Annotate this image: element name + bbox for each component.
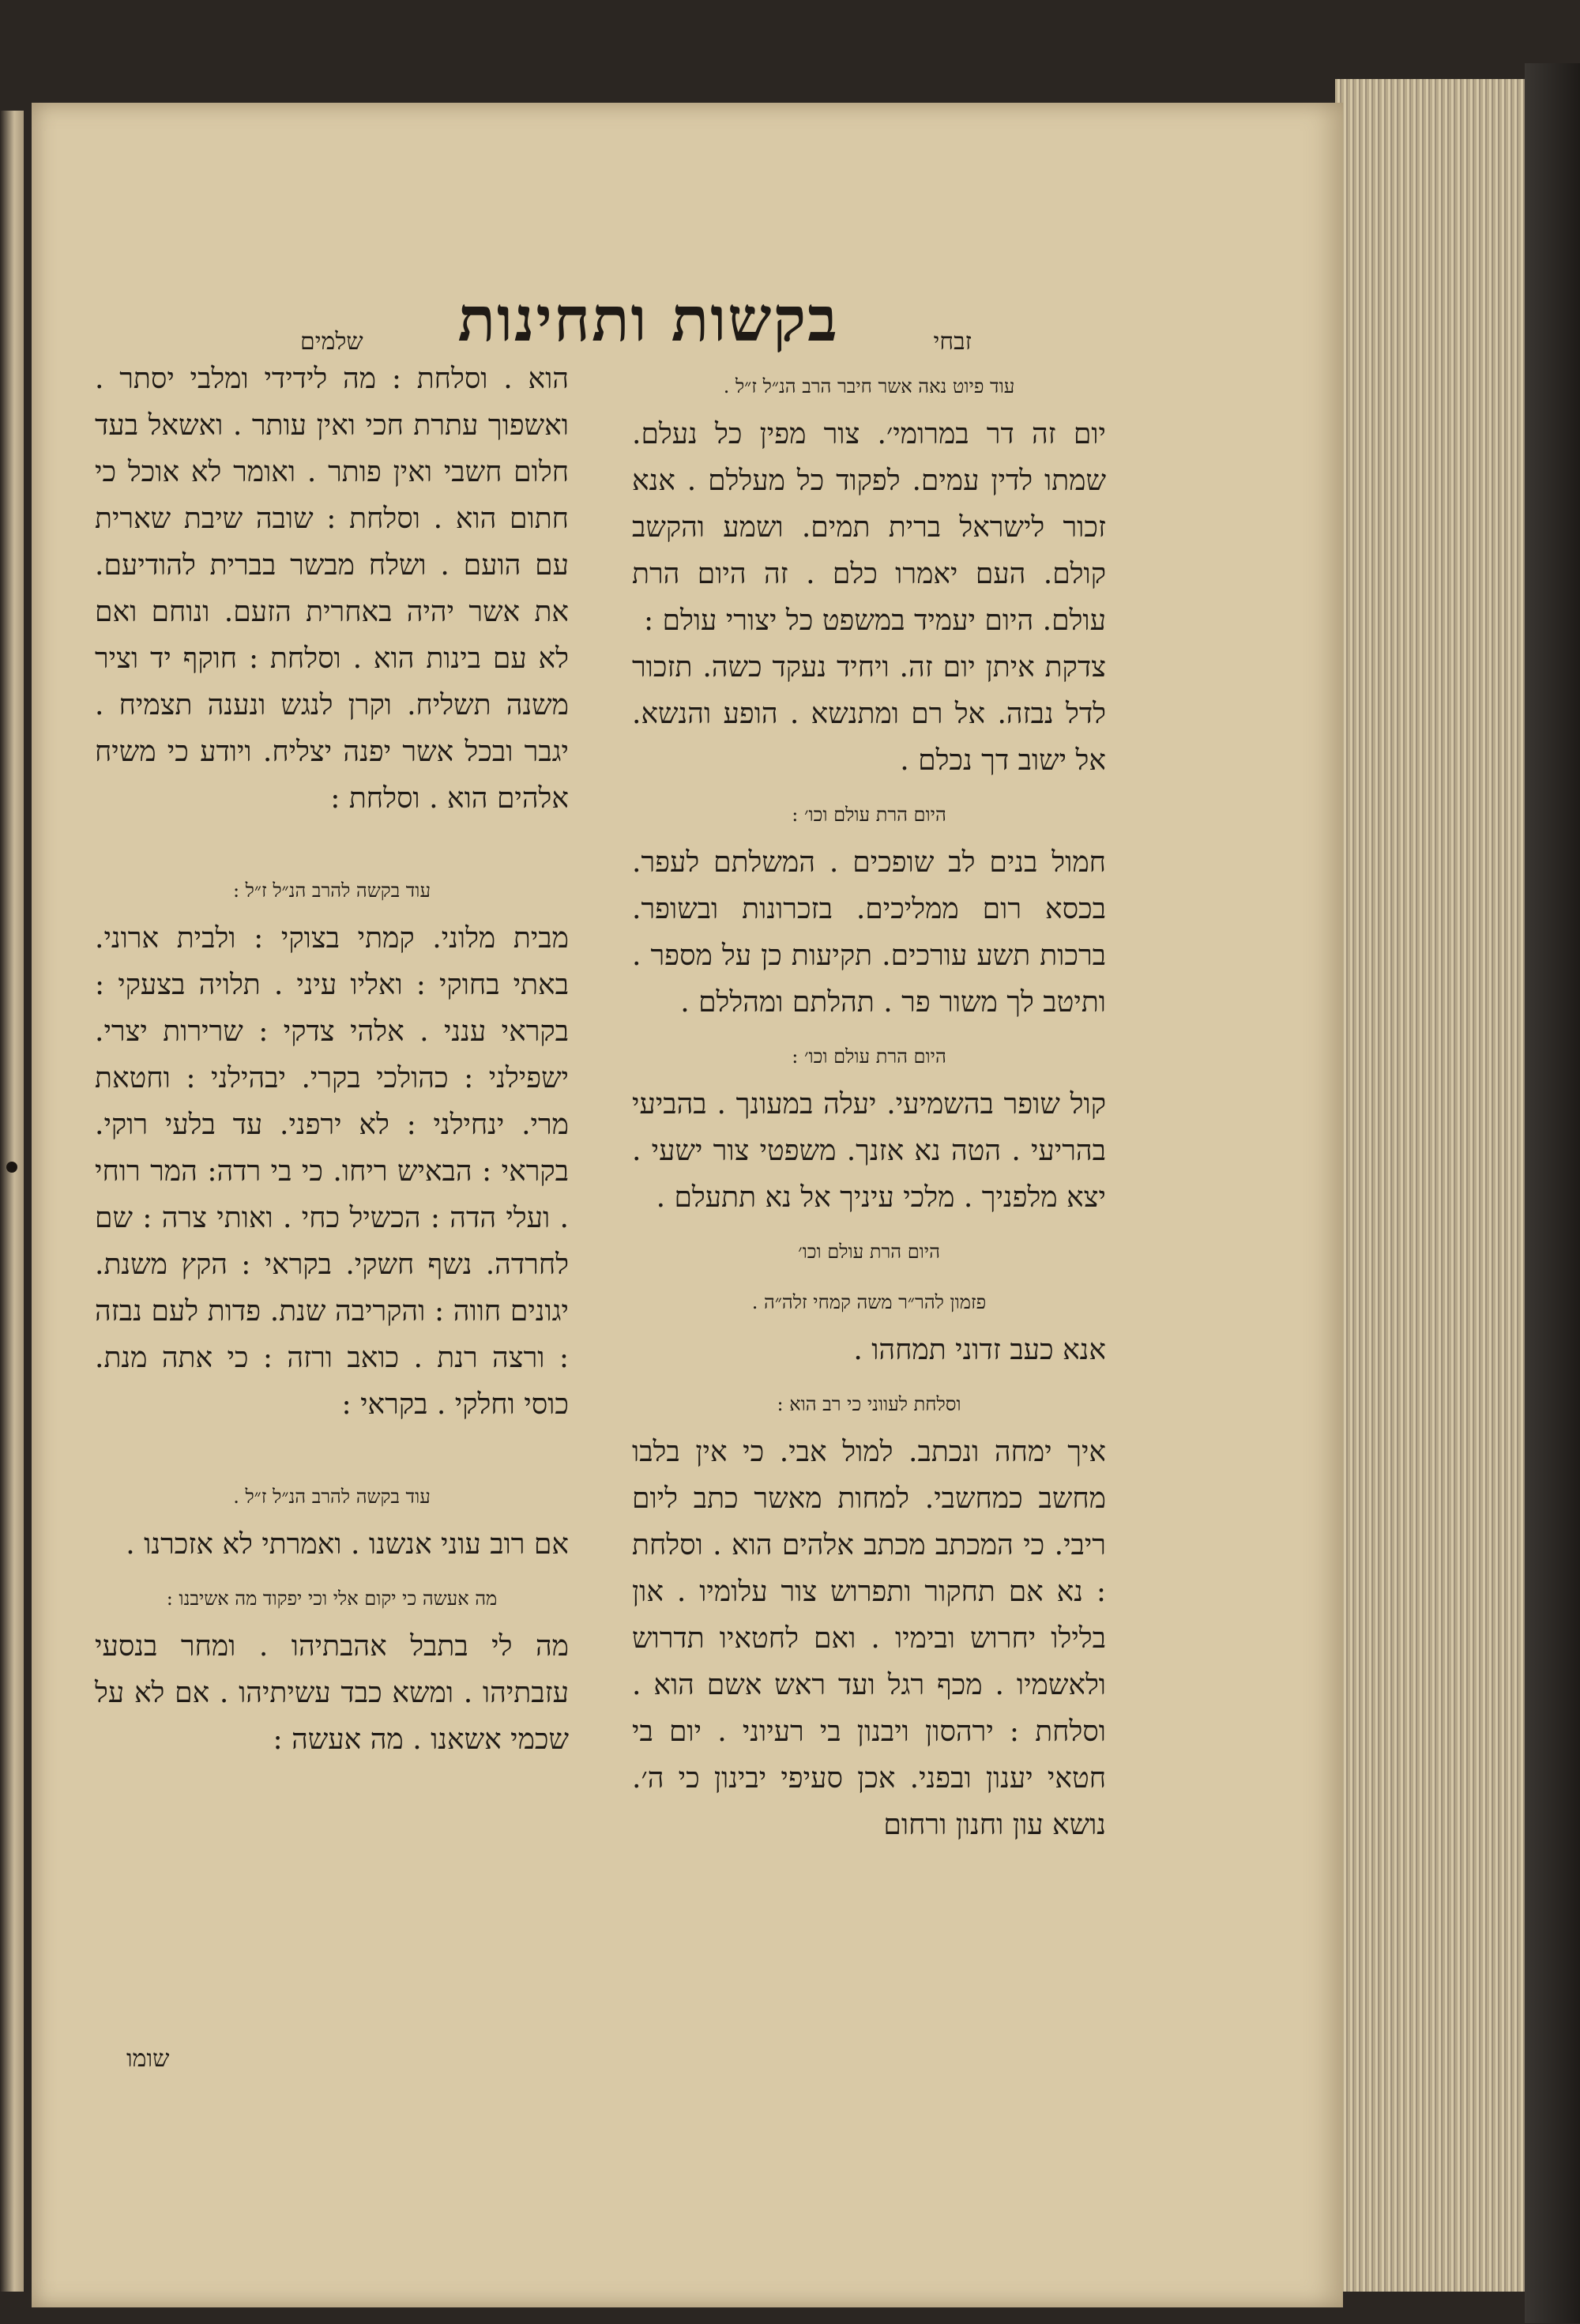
paragraph: איך ימחה ונכתב. למול אבי. כי אין בלבו מחשב כמחשבי. למחות מאשר כתב ליום ריבי. כי המכתב מכתב אלהים הוא . וסלחת : נא אם תחקור ותפרוש צור עלומיו . און בלילו יחרוש ובימיו . ואם לחטאיו תדרוש ולאשמיו . מכף רגל ועד ראש אשם הוא . וסלחת : ירהסון ויבנון בי רעיוני . יום בי חטאי יענון ובפני. אכן סעיפי יבינון כי ה׳. נושא עון וחנון ורחום — [632, 1436, 1106, 1841]
section-heading: היום הרת עולם וכו׳ — [798, 1241, 940, 1263]
paragraph: קול שופר בהשמיעי. יעלה במעונך . בהביעי בהריעי . הטה נא אזנך. משפטי צור ישעי . יצא מלפניך . מלכי עיניך אל נא תתעלם . — [632, 1088, 1106, 1214]
facing-page-edge — [0, 111, 24, 2292]
paragraph: חמול בנים לב שופכים . המשלתם לעפר. בכסא רום ממליכים. בזכרונות ובשופר. ברכות תשע עורכים. תקיעות כן על מספר . ותיטב לך משור פר . תהלתם ומהללם . — [632, 846, 1106, 1019]
section-heading: עוד בקשה להרב הנ״ל ז״ל : — [232, 880, 431, 902]
running-header — [300, 269, 972, 356]
header-left-word: שלמים — [300, 328, 363, 356]
left-text-column — [95, 356, 569, 1763]
section-gap — [95, 822, 569, 860]
section-heading: עוד בקשה להרב הנ״ל ז״ל . — [233, 1486, 431, 1508]
book-cover-edge — [1525, 63, 1580, 2323]
page-stack-edges — [1335, 79, 1533, 2292]
section-heading: פזמון להר״ר משה קמחי זלה״ה . — [751, 1291, 987, 1313]
section-heading: וסלחת לעווני כי רב הוא : — [777, 1393, 961, 1415]
right-text-column — [632, 356, 1106, 1848]
section-heading: מה אעשה כי יקום אלי וכי יפקוד מה אשיבנו : — [166, 1588, 498, 1610]
header-title: בקשות ותחינות — [457, 284, 839, 356]
page-content — [32, 103, 1343, 2307]
paragraph: הוא . וסלחת : מה לידידי ומלבי יסתר . ואשפוך עתרת חכי ואין עותר . ואשאל בעד חלום חשבי ואין פותר . ואומר לא אוכל כי חתום הוא . וסלחת : שובה שיבת שארית עם הועם . ושלח מבשר בברית להודיעם. את אשר יהיה באחרית הזעם. ונוחם ואם לא עם בינות הוא . וסלחת : חוקף יד וציר משנה תשליח. וקרן לנגש ונענה תצמיח . יגבר ובכל אשר יפנה יצליח. ויודע כי משיח אלהים הוא . וסלחת : — [95, 363, 569, 815]
section-heading: עוד פיוט נאה אשר חיבר הרב הנ״ל ז״ל . — [723, 375, 1015, 397]
book-page — [32, 103, 1343, 2307]
header-right-word: זבחי — [933, 328, 972, 356]
section-gap — [95, 1428, 569, 1466]
paragraph: צדקת איתן יום זה. ויחיד נעקד כשה. תזכור לדל נבזה. אל רם ומתנשא . הופע והנשא. אל ישוב דך נכלם . — [632, 651, 1106, 777]
section-heading: היום הרת עולם וכו׳ : — [792, 804, 946, 826]
paragraph: מה לי בתבל אהבתיהו . ומחר בנסעי עזבתיהו . ומשא כבד עשיתיהו . אם לא על שכמי אשאנו . מה אעשה : — [95, 1630, 569, 1756]
catchword: שומו — [126, 2045, 170, 2073]
binding-mark — [6, 1162, 17, 1173]
paragraph: אנא כעב זדוני תמחהו . — [853, 1334, 1106, 1366]
paragraph: יום זה דר במרומי׳. צור מפין כל נעלם. שמתו לדין עמים. לפקוד כל מעללם . אנא זכור לישראל ברית תמים. ושמע והקשב קולם. העם יאמרו כלם . זה היום הרת עולם. היום יעמיד במשפט כל יצורי עולם : — [632, 418, 1106, 637]
paragraph: מבית מלוני. קמתי בצוקי : ולבית ארוני. באתי בחוקי : ואליו עיני . תלויה בצעקי : בקראי ענני . אלהי צדקי : שרירות יצרי. ישפילני : כהולכי בקרי. יבהילני : וחטאת מרי. ינחילני : לא ירפני. עד בלעי רוקי. בקראי : הבאיש ריחו. כי בי רדה: המר רוחי . ועלי הדה : הכשיל כחי . ואותי צרה : שם לחרדה. נשף חשקי. בקראי : הקץ משנת. יגונים חווה : והקריבה שנת. פדות לעם נבזה : ורצה רנת . כואב ורזה : כי אתה מנת. כוסי וחלקי . בקראי : — [95, 922, 569, 1421]
paragraph: אם רוב עוני אנשנו . ואמרתי לא אזכרנו . — [126, 1528, 569, 1561]
section-heading: היום הרת עולם וכו׳ : — [792, 1045, 946, 1068]
